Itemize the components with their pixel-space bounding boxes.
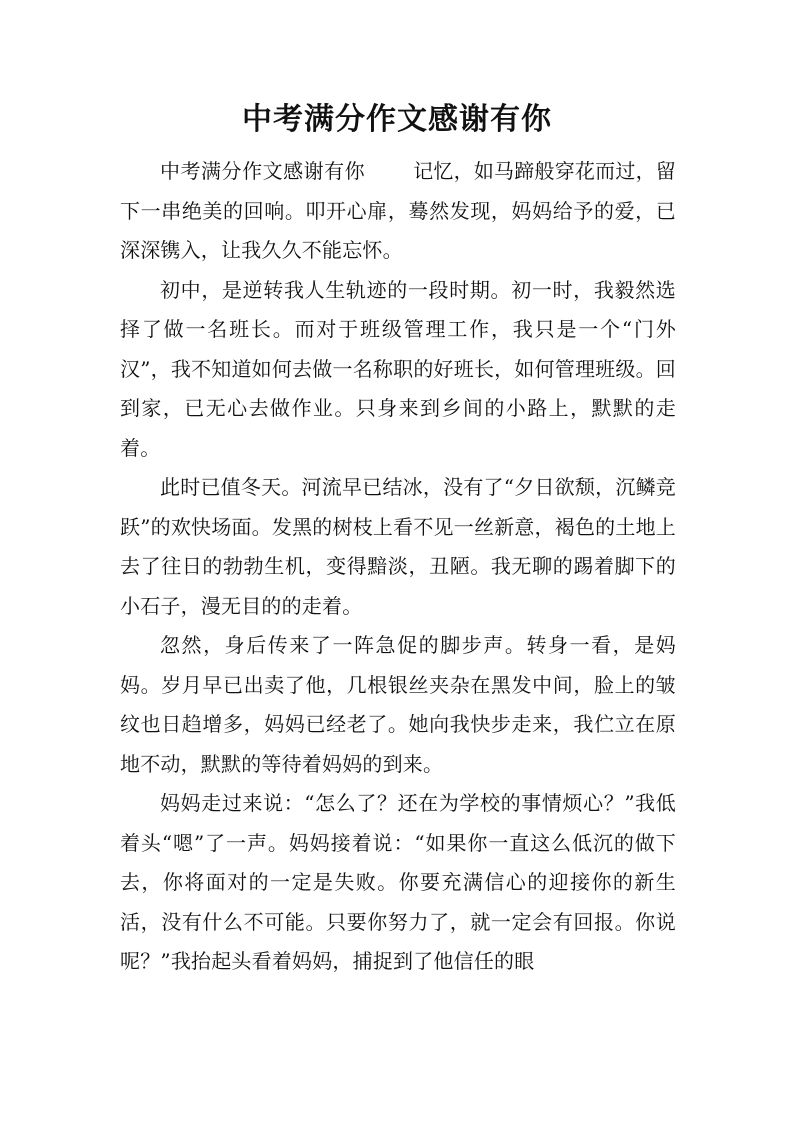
paragraph-1 xyxy=(120,152,676,271)
page-title: 中考满分作文感谢有你 xyxy=(242,102,552,137)
article-body xyxy=(120,152,676,982)
paragraph-4: 忽然，身后传来了一阵急促的脚步声。转身一看，是妈妈。岁月早已出卖了他，几根银丝夹杂在黑发中间，脸上的皱纹也日趋增多，妈妈已经老了。她向我快步走来，我伫立在原地不动，默默的等待着妈妈的到来。 xyxy=(120,633,676,776)
paragraph-1-text: 记忆，如马蹄般穿花而过，留下一串绝美的回响。叩开心扉，蓦然发现，妈妈给予的爱，已深深镌入，让我久久不能忘怀。 xyxy=(120,159,676,262)
paragraph-2: 初中，是逆转我人生轨迹的一段时期。初一时，我毅然选择了做一名班长。而对于班级管理工作，我只是一个“门外汉”，我不知道如何去做一名称职的好班长，如何管理班级。回到家，已无心去做作业。只身来到乡间的小路上，默默的走着。 xyxy=(120,277,676,460)
paragraph-5: 妈妈走过来说：“怎么了？还在为学校的事情烦心？”我低着头“嗯”了一声。妈妈接着说：“如果你一直这么低沉的做下去，你将面对的一定是失败。你要充满信心的迎接你的新生活，没有什么不可能。只要你努力了，就一定会有回报。你说呢？”我抬起头看着妈妈，捕捉到了他信任的眼 xyxy=(120,791,676,973)
paragraph-3: 此时已值冬天。河流早已结冰，没有了“夕日欲颓，沉鳞竞跃”的欢快场面。发黑的树枝上看不见一丝新意，褐色的土地上去了往日的勃勃生机，变得黯淡，丑陋。我无聊的踢着脚下的小石子，漫无目的的走着。 xyxy=(120,475,676,618)
inline-title: 中考满分作文感谢有你 xyxy=(160,159,366,183)
